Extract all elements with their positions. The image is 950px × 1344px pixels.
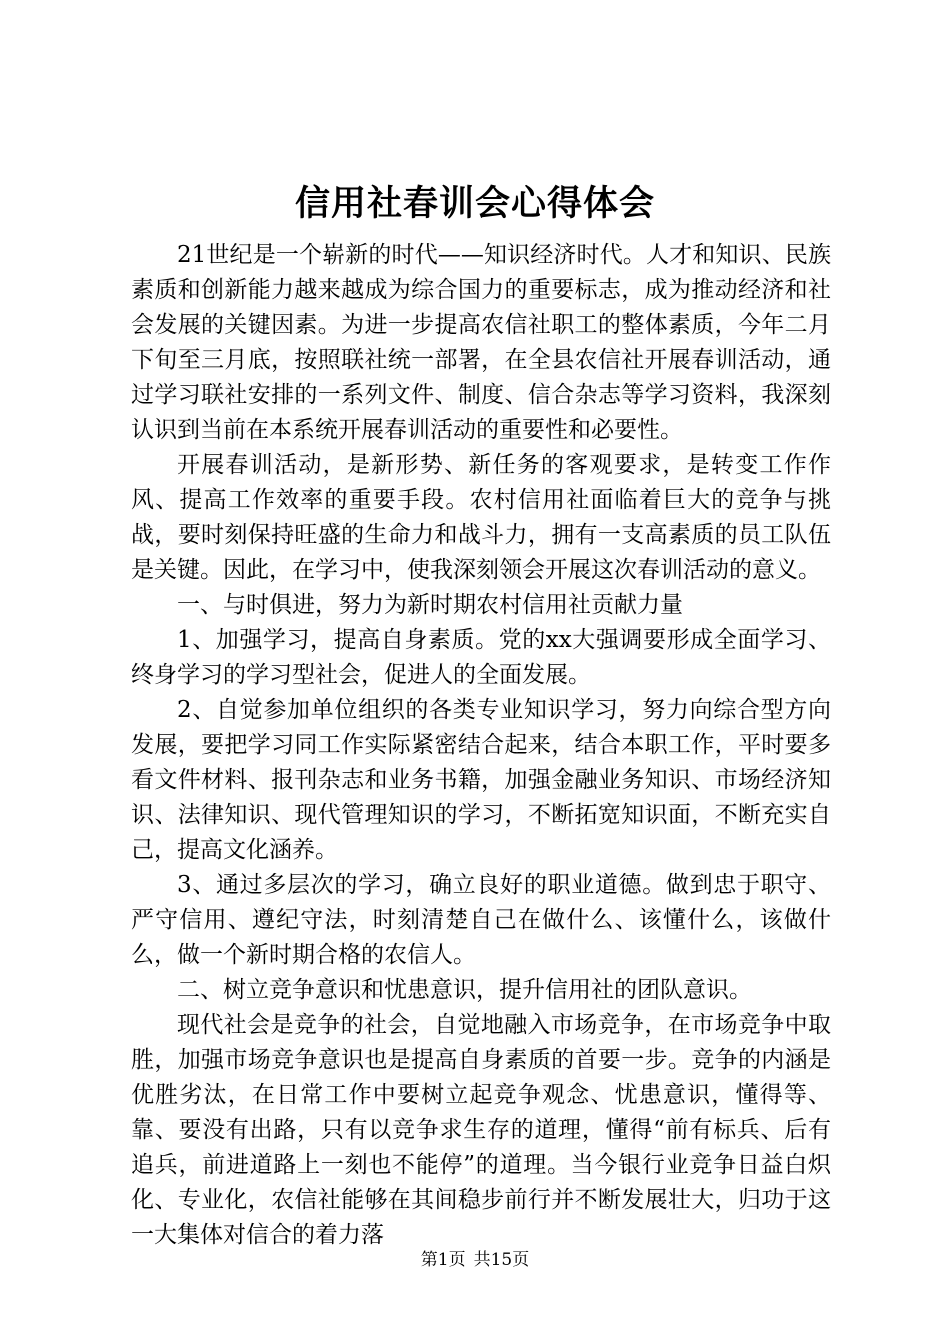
paragraph: 3、通过多层次的学习，确立良好的职业道德。做到忠于职守、严守信用、遵纪守法，时刻清楚自己在做什么、该懂什么，该做什么，做一个新时期合格的农信人。 xyxy=(131,872,831,968)
section-heading: 二、树立竞争意识和忧患意识，提升信用社的团队意识。 xyxy=(177,977,752,1003)
paragraph: 21世纪是一个崭新的时代——知识经济时代。人才和知识、民族素质和创新能力越来越成为综合国力的重要标志，成为推动经济和社会发展的关键因素。为进一步提高农信社职工的整体素质，今年二月下旬至三月底，按照联社统一部署，在全县农信社开展春训活动，通过学习联社安排的一系列文件、制度、信合杂志等学习资料，我深刻认识到当前在本系统开展春训活动的重要性和必要性。 xyxy=(131,242,831,443)
paragraph: 2、自觉参加单位组织的各类专业知识学习，努力向综合型方向发展，要把学习同工作实际紧密结合起来，结合本职工作，平时要多看文件材料、报刊杂志和业务书籍，加强金融业务知识、市场经济知识、法律知识、现代管理知识的学习，不断拓宽知识面，不断充实自己，提高文化涵养。 xyxy=(131,697,831,863)
section-heading: 一、与时俱进，努力为新时期农村信用社贡献力量 xyxy=(177,592,683,618)
paragraph: 1、加强学习，提高自身素质。党的xx大强调要形成全面学习、终身学习的学习型社会，促进人的全面发展。 xyxy=(131,627,831,688)
paragraph: 现代社会是竞争的社会，自觉地融入市场竞争，在市场竞争中取胜，加强市场竞争意识也是提高自身素质的首要一步。竞争的内涵是优胜劣汰，在日常工作中要树立起竞争观念、忧患意识，懂得等、靠、要没有出路，只有以竞争求生存的道理，懂得“前有标兵、后有追兵，前进道路上一刻也不能停”的道理。当今银行业竞争日益白炽化、专业化，农信社能够在其间稳步前行并不断发展壮大，归功于这一大集体对信合的着力落 xyxy=(131,1012,831,1248)
page-number: 第1页 xyxy=(420,1250,466,1270)
page-total: 共15页 xyxy=(473,1250,530,1270)
document-title: 信用社春训会心得体会 xyxy=(294,183,655,224)
document-body xyxy=(131,238,831,1253)
paragraph: 开展春训活动，是新形势、新任务的客观要求，是转变工作作风、提高工作效率的重要手段。农村信用社面临着巨大的竞争与挑战，要时刻保持旺盛的生命力和战斗力，拥有一支高素质的员工队伍是关键。因此，在学习中，使我深刻领会开展这次春训活动的意义。 xyxy=(131,452,831,583)
page-footer xyxy=(0,1248,950,1272)
